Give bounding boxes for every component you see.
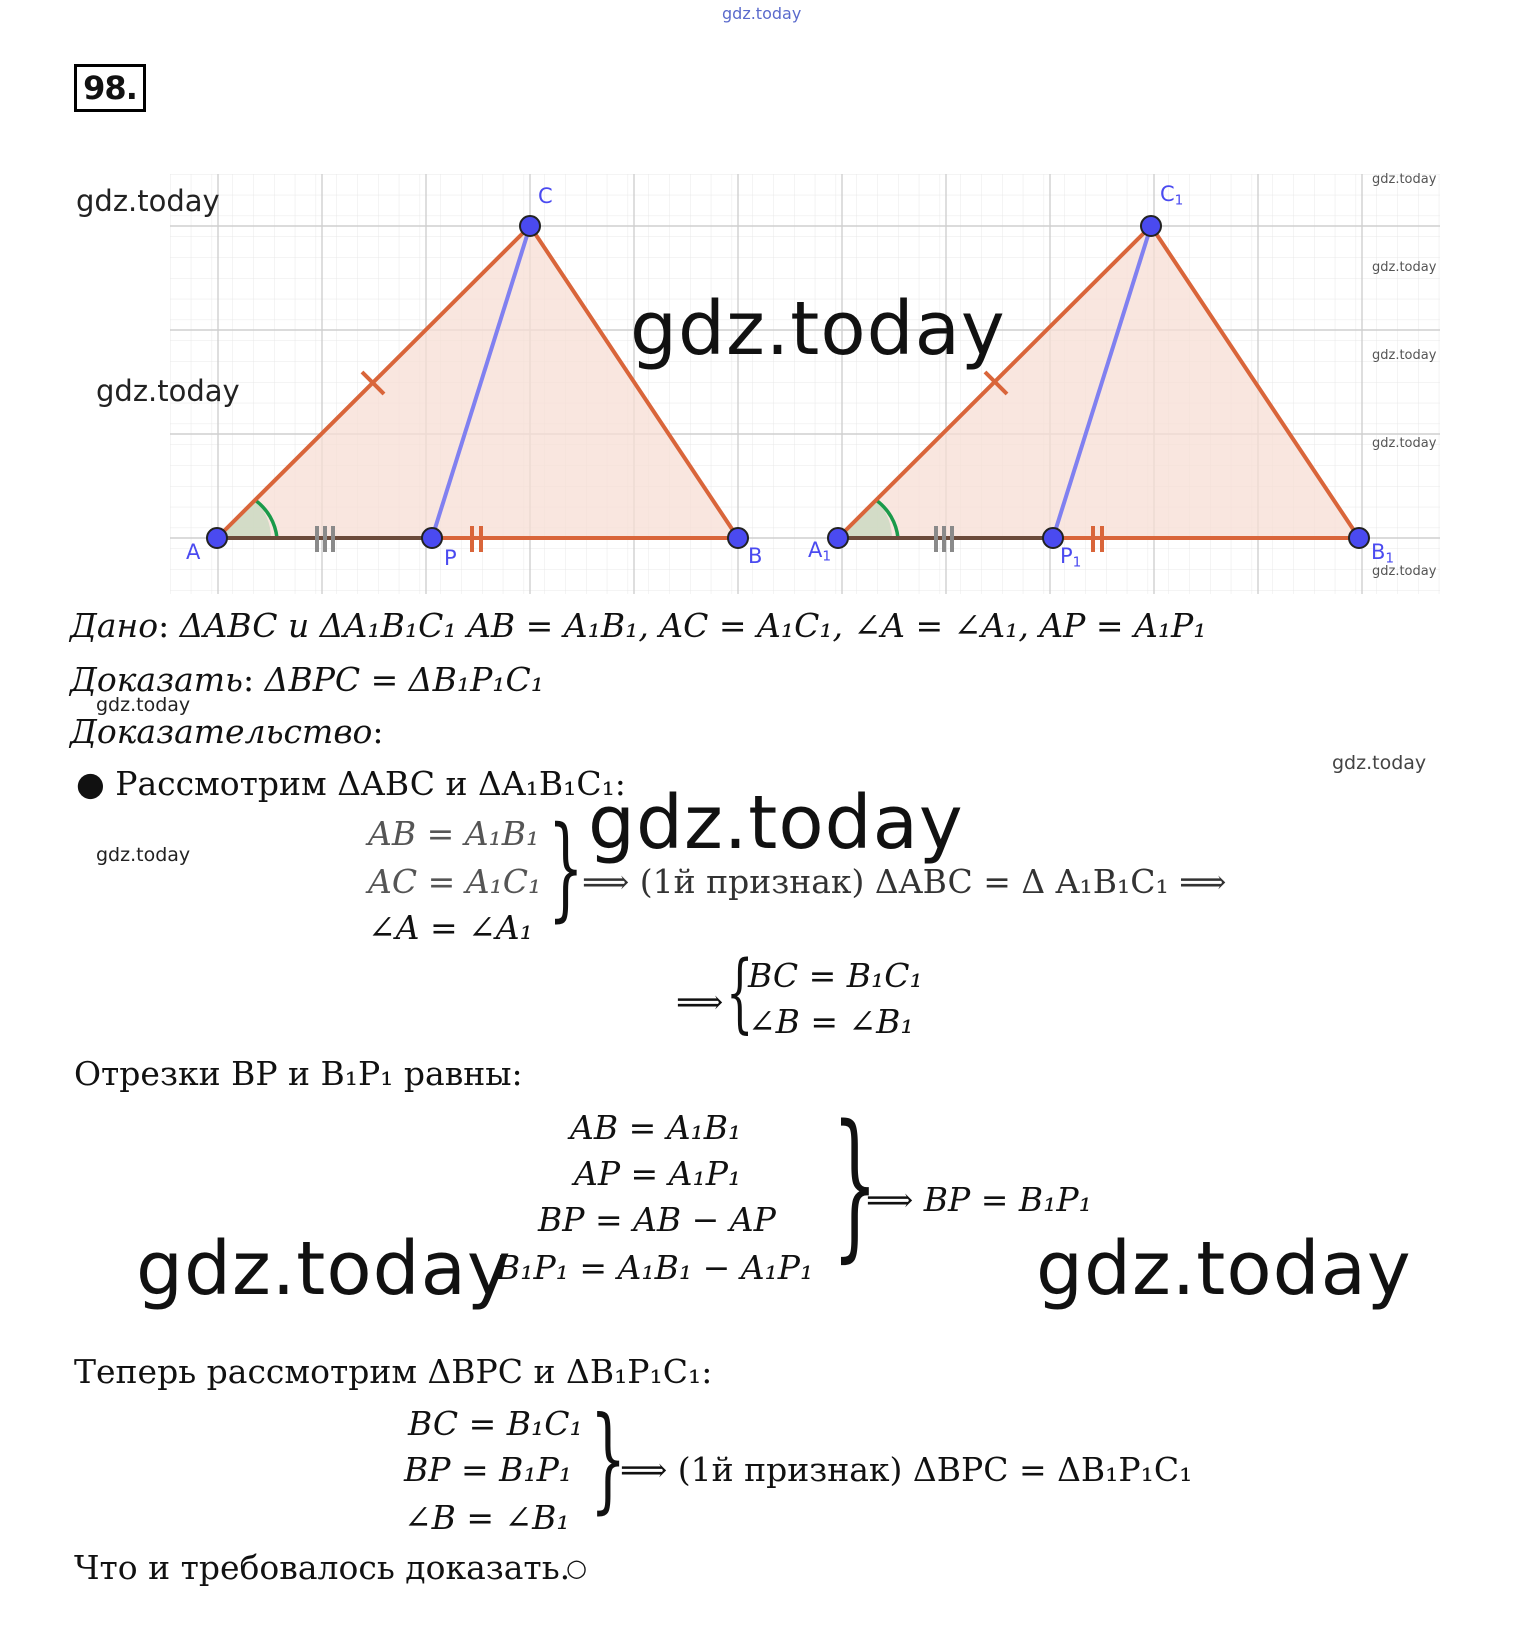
conclusion: Что и требовалось доказать. <box>74 1548 571 1587</box>
watermark: gdz.today <box>76 184 220 218</box>
step1-brace: } <box>548 803 584 933</box>
step3-brace: } <box>590 1392 627 1525</box>
end-mark: ○ <box>566 1554 587 1582</box>
step2-result: ⟹ BP = B₁P₁ <box>866 1180 1092 1219</box>
watermark: gdz.today <box>1332 752 1427 774</box>
step2-cond-2: AP = A₁P₁ <box>574 1154 742 1193</box>
step3-cond-2: BP = B₁P₁ <box>404 1450 572 1489</box>
step2-cond-3: BP = AB − AP <box>538 1200 776 1239</box>
step1-brace-left: { <box>726 943 754 1043</box>
label-a: A <box>186 540 201 564</box>
step1-result: ⟹ (1й признак) ΔABC = Δ A₁B₁C₁ ⟹ <box>582 862 1227 901</box>
watermark: gdz.today <box>1372 348 1437 363</box>
step2-intro: Отрезки BP и B₁P₁ равны: <box>74 1054 523 1093</box>
step1-intro: ● Рассмотрим ΔABC и ΔA₁B₁C₁: <box>76 764 626 803</box>
proof-label: Доказательство: <box>70 712 384 751</box>
label-c1: $C_1$ <box>1160 182 1184 209</box>
watermark: gdz.today <box>96 844 191 866</box>
watermark: gdz.today <box>630 286 1006 372</box>
step1-cond-3: ∠A = ∠A₁ <box>368 908 533 947</box>
watermark: gdz.today <box>1372 564 1437 579</box>
watermark: gdz.today <box>96 374 240 408</box>
label-p: P <box>444 546 457 570</box>
label-b: B <box>748 544 763 568</box>
watermark: gdz.today <box>1036 1226 1412 1312</box>
step2-brace: } <box>832 1090 878 1277</box>
step1-cond-1: AB = A₁B₁ <box>368 814 540 853</box>
watermark: gdz.today <box>588 780 964 866</box>
given-line: Дано: ΔABC и ΔA₁B₁C₁ AB = A₁B₁, AC = A₁C₁, ∠A = ∠A₁, AP = A₁P₁ <box>70 606 1207 645</box>
watermark: gdz.today <box>136 1226 512 1312</box>
watermark: gdz.today <box>1372 260 1437 275</box>
problem-number: 98. <box>74 64 146 112</box>
watermark: gdz.today <box>1372 172 1437 187</box>
label-p1: $P_1$ <box>1060 544 1082 571</box>
step1-arrow: ⟹ <box>676 982 724 1021</box>
step1-cond-2: AC = A₁C₁ <box>368 862 542 901</box>
prove-line: Доказать: ΔBPC = ΔB₁P₁C₁ <box>70 660 545 699</box>
watermark: gdz.today <box>96 694 191 716</box>
step3-result: ⟹ (1й признак) ΔBPC = ΔB₁P₁C₁ <box>620 1450 1193 1489</box>
step1-cons-2: ∠B = ∠B₁ <box>748 1002 914 1041</box>
label-a1: $A_1$ <box>808 538 832 565</box>
watermark: gdz.today <box>1372 436 1437 451</box>
step2-cond-1: AB = A₁B₁ <box>570 1108 742 1147</box>
label-b1: $B_1$ <box>1371 540 1395 567</box>
step3-intro: Теперь рассмотрим ΔBPC и ΔB₁P₁C₁: <box>74 1352 713 1391</box>
step3-cond-3: ∠B = ∠B₁ <box>404 1498 570 1537</box>
step3-cond-1: BC = B₁C₁ <box>408 1404 583 1443</box>
step2-cond-4: B₁P₁ = A₁B₁ − A₁P₁ <box>496 1248 814 1287</box>
label-c: C <box>538 184 553 208</box>
watermark-top: gdz.today <box>722 4 802 23</box>
step1-cons-1: BC = B₁C₁ <box>748 956 923 995</box>
